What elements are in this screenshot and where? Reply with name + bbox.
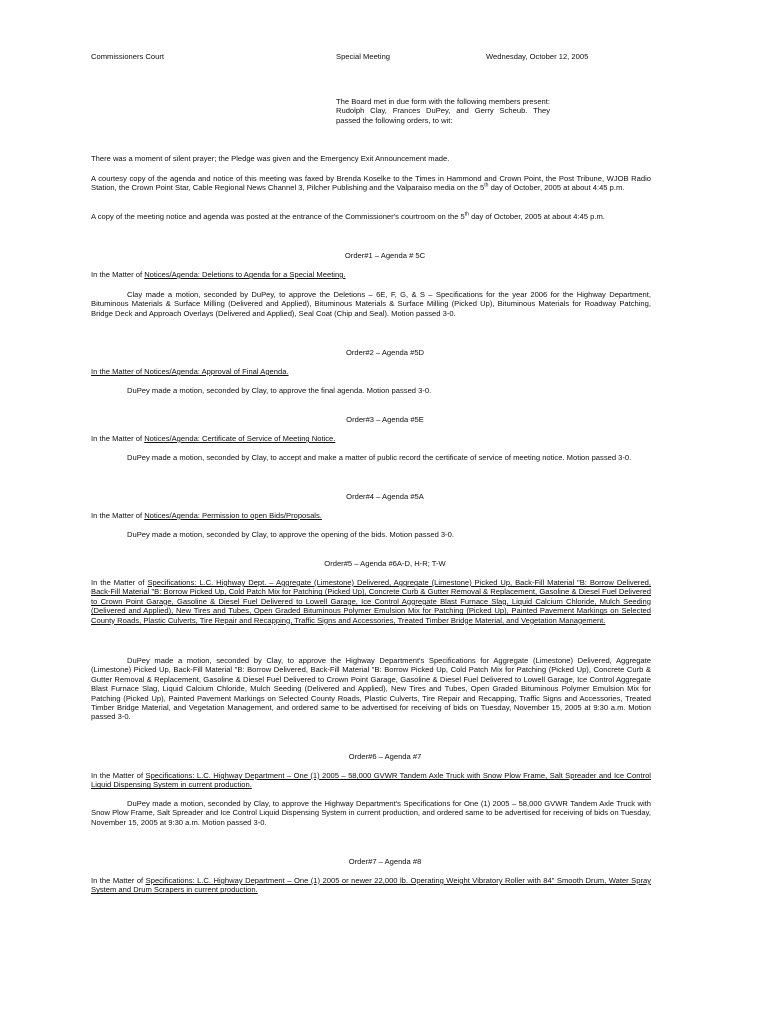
- matter-title: Specifications: L.C. Highway Department – One (1) 2005 or newer 22,000 lb. Operating Weight Vibratory Roller with 84" Smooth Drum, Water Spray System and Drum Scrapers in current production.: [91, 876, 651, 895]
- order-heading: Order#3 – Agenda #5E: [346, 415, 424, 424]
- order-body: DuPey made a motion, seconded by Clay, to accept and make a matter of public record the certificate of service of meeting notice. Motion passed 3-0.: [127, 453, 632, 462]
- posted-paragraph: [91, 212, 651, 221]
- courtesy-text-end: day of October, 2005 at about 4:45 p.m.: [488, 183, 625, 193]
- matter-prefix: In the Matter of: [91, 876, 146, 885]
- matter-prefix: In the Matter of: [91, 270, 145, 279]
- posted-sup: th: [464, 211, 469, 218]
- order-heading: Order#7 – Agenda #8: [348, 857, 422, 866]
- matter-title: In the Matter of Notices/Agenda: Approval of Final Agenda.: [91, 367, 289, 376]
- matter-title: Specifications: L.C. Highway Dept. – Aggregate (Limestone) Delivered, Aggregate (Limestone) Picked Up, Back-Fill Material "B: Borrow Delivered, Back-Fill Material "B: Borrow Picked Up, Cold Patch Mix for Patching (Picked Up), Concrete Curb & Gutter Removal & Replacement, Gasoline & Diesel Fuel Delivered to Crown Point Garage, Gasoline & Diesel Fuel Delivered to Lowell Garage, Ice Control Aggregate Blast Furnace Slag, Liquid Calcium Chloride, Mulch Seeding (Delivered and Applied), New Tires and Tubes, Open Graded Bituminous Polymer Emulsion Mix for Patching (Picked Up), Painted Pavement Markings on Selected County Roads, Plastic Culverts, Tire Repair and Recapping, Traffic Signs and Accessories, Treated Timber Bridge Material, and Vegetation Management.: [91, 578, 652, 625]
- matter-prefix: In the Matter of: [91, 771, 146, 780]
- order-matter: [91, 270, 651, 279]
- matter-title: Notices/Agenda: Deletions to Agenda for a Special Meeting.: [144, 270, 346, 279]
- order-body: DuPey made a motion, seconded by Clay, to approve the final agenda. Motion passed 3-0.: [127, 386, 432, 395]
- posted-text: A copy of the meeting notice and agenda was posted at the entrance of the Commissioner's courtroom on the 5: [91, 212, 465, 221]
- courtesy-sup: th: [484, 182, 489, 189]
- header-right: Wednesday, October 12, 2005: [486, 52, 589, 61]
- order-matter: [91, 771, 651, 790]
- order-heading: Order#4 – Agenda #5A: [346, 492, 424, 501]
- posted-text-end: day of October, 2005 at about 4:45 p.m.: [468, 212, 605, 221]
- order-body: DuPey made a motion, seconded by Clay, to approve the Highway Department's Specifications for One (1) 2005 – 58,000 GVWR Tandem Axle Truck with Snow Plow Frame, Salt Spreader and Ice Control Liquid Dispensing System in current production, and ordered same to be advertised for receiving of bids on Tuesday, November 15, 2005 at 9:30 a.m. Motion passed 3-0.: [91, 799, 651, 827]
- order-heading: Order#6 – Agenda #7: [348, 752, 422, 761]
- order-matter: [91, 511, 651, 520]
- order-heading: Order#1 – Agenda # 5C: [344, 251, 426, 260]
- order-matter: [91, 578, 651, 625]
- order-matter: [91, 876, 651, 895]
- header-left: Commissioners Court: [91, 52, 165, 61]
- courtesy-text: A courtesy copy of the agenda and notice of this meeting was faxed by Brenda Koselke to the Times in Hammond and Crown Point, the Post Tribune, WJOB Radio Station, the Crown Point Star, Cable Regional News Channel 3, Pilcher Publishing and the Valparaiso media on the 5: [91, 174, 651, 193]
- header-center: Special Meeting: [336, 52, 391, 61]
- matter-title: Notices/Agenda: Certificate of Service of Meeting Notice.: [144, 434, 336, 443]
- matter-title: Notices/Agenda: Permission to open Bids/Proposals.: [144, 511, 322, 520]
- order-heading: Order#2 – Agenda #5D: [345, 348, 425, 357]
- courtesy-paragraph: [91, 174, 651, 193]
- order-heading: Order#5 – Agenda #6A-D, H-R; T-W: [324, 559, 446, 568]
- order-body: DuPey made a motion, seconded by Clay, to approve the opening of the bids. Motion passed 3-0.: [127, 530, 455, 539]
- prayer-paragraph: There was a moment of silent prayer; the Pledge was given and the Emergency Exit Announcement made.: [91, 154, 450, 163]
- order-matter: [91, 434, 651, 443]
- board-attendance: The Board met in due form with the following members present: Rudolph Clay, Frances DuPey, and Gerry Scheub. They passed the following orders, to wit:: [336, 97, 550, 125]
- order-matter: [91, 367, 651, 376]
- matter-prefix: In the Matter of: [91, 434, 145, 443]
- matter-title: Specifications: L.C. Highway Department – One (1) 2005 – 58,000 GVWR Tandem Axle Truck with Snow Plow Frame, Salt Spreader and Ice Control Liquid Dispensing System in current production.: [91, 771, 651, 790]
- order-body: Clay made a motion, seconded by DuPey, to approve the Deletions – 6E, F, G, & S – Specifications for the year 2006 for the Highway Department, Bituminous Materials & Surface Milling (Delivered and Applied), Bituminous Materials & Surface Milling (Picked Up), Bituminous Materials for Roadway Patching, Bridge Deck and Approach Overlays (Delivered and Applied), Seal Coat (Chip and Seal). Motion passed 3-0.: [91, 290, 651, 318]
- order-body: DuPey made a motion, seconded by Clay, to approve the Highway Department's Specifications for Aggregate (Limestone) Delivered, Aggregate (Limestone) Picked Up, Back-Fill Material "B: Borrow Delivered, Back-Fill Material "B: Borrow Picked Up, Cold Patch Mix for Patching (Picked Up), Concrete Curb & Gutter Removal & Replacement, Gasoline & Diesel Fuel Delivered to Crown Point Garage, Gasoline & Diesel Fuel Delivered to Lowell Garage, Ice Control Aggregate Blast Furnace Slag, Liquid Calcium Chloride, Mulch Seeding (Delivered and Applied), New Tires and Tubes, Open Graded Bituminous Polymer Emulsion Mix for Patching (Picked Up), Painted Pavement Markings on Selected County Roads, Plastic Culverts, Tire Repair and Recapping, Traffic Signs and Accessories, Treated Timber Bridge Material, and Vegetation Management, and ordered same to be advertised for receiving of bids on Tuesday, November 15, 2005 at 9:30 a.m. Motion passed 3-0.: [91, 656, 651, 722]
- matter-prefix: In the Matter of: [91, 578, 148, 587]
- matter-prefix: In the Matter of: [91, 511, 145, 520]
